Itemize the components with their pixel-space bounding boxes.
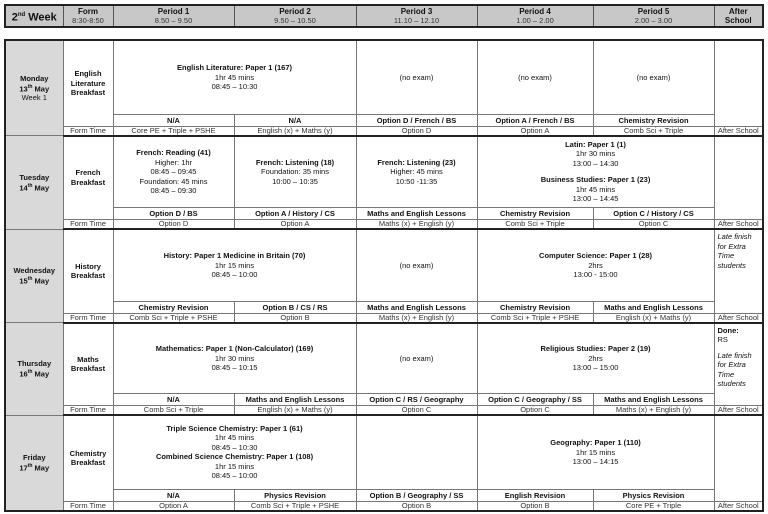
exam-latin-business: Latin: Paper 1 (1) 1hr 30 mins 13:00 – 14:30 Business Studies: Paper 1 (23) 1hr 45 mins 13:00 – 14:45 (477, 136, 714, 208)
day-row-monday (5, 40, 763, 114)
lesson: Option B / CS / RS (234, 301, 356, 313)
lesson: N/A (113, 394, 234, 406)
empty-p3 (356, 415, 477, 489)
lesson: Chemistry Revision (593, 114, 714, 126)
day-row-tuesday (5, 136, 763, 208)
lesson: N/A (234, 114, 356, 126)
group-label: After School (714, 406, 763, 416)
lesson: Option B / Geography / SS (356, 489, 477, 501)
after-school-thursday: Done: RS Late finish for Extra Time students (714, 323, 763, 406)
exam-french-listening-higher: French: Listening (23) Higher: 45 mins 10:50 -11:35 (356, 136, 477, 208)
exam-french-listening-foundation: French: Listening (18) Foundation: 35 mins 10:00 – 10:35 (234, 136, 356, 208)
group-label: Comb Sci + Triple + PSHE (234, 501, 356, 511)
exam-chemistry: Triple Science Chemistry: Paper 1 (61) 1hr 45 mins 08:45 – 10:30 Combined Science Chemistry: Paper 1 (108) 1hr 15 mins 08:45 – 10:00 (113, 415, 356, 489)
breakfast-tuesday: French Breakfast (63, 136, 113, 220)
after-school-wednesday: Late finish for Extra Time students (714, 229, 763, 313)
group-label: English (x) + Maths (y) (234, 406, 356, 416)
header-period-3: Period 3 11.10 – 12.10 (356, 5, 477, 27)
lesson: Maths and English Lessons (356, 301, 477, 313)
timetable-header (4, 4, 764, 28)
lesson: Chemistry Revision (477, 208, 593, 220)
lesson: Maths and English Lessons (234, 394, 356, 406)
lesson: Physics Revision (593, 489, 714, 501)
breakfast-monday: English Literature Breakfast (63, 40, 113, 126)
group-label: Form Time (63, 406, 113, 416)
group-label: Maths (x) + English (y) (593, 406, 714, 416)
no-exam-p3: (no exam) (356, 40, 477, 114)
lesson: English Revision (477, 489, 593, 501)
lesson: Option C / History / CS (593, 208, 714, 220)
lesson: Maths and English Lessons (593, 301, 714, 313)
exam-geography: Geography: Paper 1 (110) 1hr 15 mins 13:00 – 14:15 (477, 415, 714, 489)
day-cell-wednesday: Wednesday 15th May (5, 229, 63, 323)
exam-computer-science: Computer Science: Paper 1 (28) 2hrs 13:00 - 15:00 (477, 229, 714, 301)
lesson: Option C / Geography / SS (477, 394, 593, 406)
group-label: Form Time (63, 501, 113, 511)
no-exam-p3: (no exam) (356, 323, 477, 394)
day-cell-friday: Friday 17th May (5, 415, 63, 511)
group-label: Form Time (63, 220, 113, 230)
lesson: Maths and English Lessons (593, 394, 714, 406)
group-label: Comb Sci + Triple + PSHE (477, 313, 593, 323)
lesson: N/A (113, 489, 234, 501)
day-row-thursday (5, 323, 763, 394)
lesson: Option D / French / BS (356, 114, 477, 126)
lesson: Option A / French / BS (477, 114, 593, 126)
day-cell-thursday: Thursday 16th May (5, 323, 63, 416)
lesson: N/A (113, 114, 234, 126)
group-label: Option B (356, 501, 477, 511)
breakfast-friday: Chemistry Breakfast (63, 415, 113, 501)
group-label: Option B (234, 313, 356, 323)
lesson: Maths and English Lessons (356, 208, 477, 220)
group-label: Option C (593, 220, 714, 230)
group-label: Core PE + Triple (593, 501, 714, 511)
group-label: Comb Sci + Triple (477, 220, 593, 230)
group-label: Option A (477, 126, 593, 136)
group-label: Core PE + Triple + PSHE (113, 126, 234, 136)
day-cell-tuesday: Tuesday 14th May (5, 136, 63, 230)
header-period-5: Period 5 2.00 – 3.00 (593, 5, 714, 27)
group-label: Form Time (63, 313, 113, 323)
group-label: Option D (356, 126, 477, 136)
no-exam-p4: (no exam) (477, 40, 593, 114)
group-label: Comb Sci + Triple (593, 126, 714, 136)
after-school-tuesday (714, 136, 763, 220)
group-label: After School (714, 313, 763, 323)
day-row-wednesday (5, 229, 763, 301)
after-school-monday (714, 40, 763, 126)
exam-french-reading: French: Reading (41) Higher: 1hr 08:45 – 09:45 Foundation: 45 mins 08:45 – 09:30 (113, 136, 234, 208)
header-form: Form 8:30-8:50 (63, 5, 113, 27)
lesson: Option C / RS / Geography (356, 394, 477, 406)
after-school-friday (714, 415, 763, 501)
group-label: After School (714, 220, 763, 230)
lesson: Chemistry Revision (477, 301, 593, 313)
group-label: Option C (356, 406, 477, 416)
lesson: Option D / BS (113, 208, 234, 220)
group-label: After School (714, 501, 763, 511)
header-after-school: After School (714, 5, 763, 27)
breakfast-wednesday: History Breakfast (63, 229, 113, 313)
group-label: After School (714, 126, 763, 136)
lesson: Chemistry Revision (113, 301, 234, 313)
group-label: English (x) + Maths (y) (234, 126, 356, 136)
group-label: Form Time (63, 126, 113, 136)
group-label: Maths (x) + English (y) (356, 220, 477, 230)
exam-history: History: Paper 1 Medicine in Britain (70) 1hr 15 mins 08:45 – 10:00 (113, 229, 356, 301)
group-label: Comb Sci + Triple + PSHE (113, 313, 234, 323)
day-row-friday (5, 415, 763, 489)
timetable-grid (4, 39, 764, 512)
day-cell-monday: Monday 13th May Week 1 (5, 40, 63, 136)
exam-english-literature: English Literature: Paper 1 (167) 1hr 45 mins 08:45 – 10:30 (113, 40, 356, 114)
group-label: Comb Sci + Triple (113, 406, 234, 416)
lesson: Option A / History / CS (234, 208, 356, 220)
header-period-1: Period 1 8.50 – 9.50 (113, 5, 234, 27)
exam-religious-studies: Religious Studies: Paper 2 (19) 2hrs 13:00 – 15:00 (477, 323, 714, 394)
breakfast-thursday: Maths Breakfast (63, 323, 113, 406)
group-label: Option B (477, 501, 593, 511)
group-label: Option C (477, 406, 593, 416)
week-label: 2nd Week (5, 5, 63, 27)
lesson: Physics Revision (234, 489, 356, 501)
exam-mathematics: Mathematics: Paper 1 (Non-Calculator) (169) 1hr 30 mins 08:45 – 10:15 (113, 323, 356, 394)
group-label: Maths (x) + English (y) (356, 313, 477, 323)
header-period-2: Period 2 9.50 – 10.50 (234, 5, 356, 27)
group-label: Option A (113, 501, 234, 511)
no-exam-p5: (no exam) (593, 40, 714, 114)
group-label: Option D (113, 220, 234, 230)
header-period-4: Period 4 1.00 – 2.00 (477, 5, 593, 27)
group-label: English (x) + Maths (y) (593, 313, 714, 323)
no-exam-p3: (no exam) (356, 229, 477, 301)
group-label: Option A (234, 220, 356, 230)
